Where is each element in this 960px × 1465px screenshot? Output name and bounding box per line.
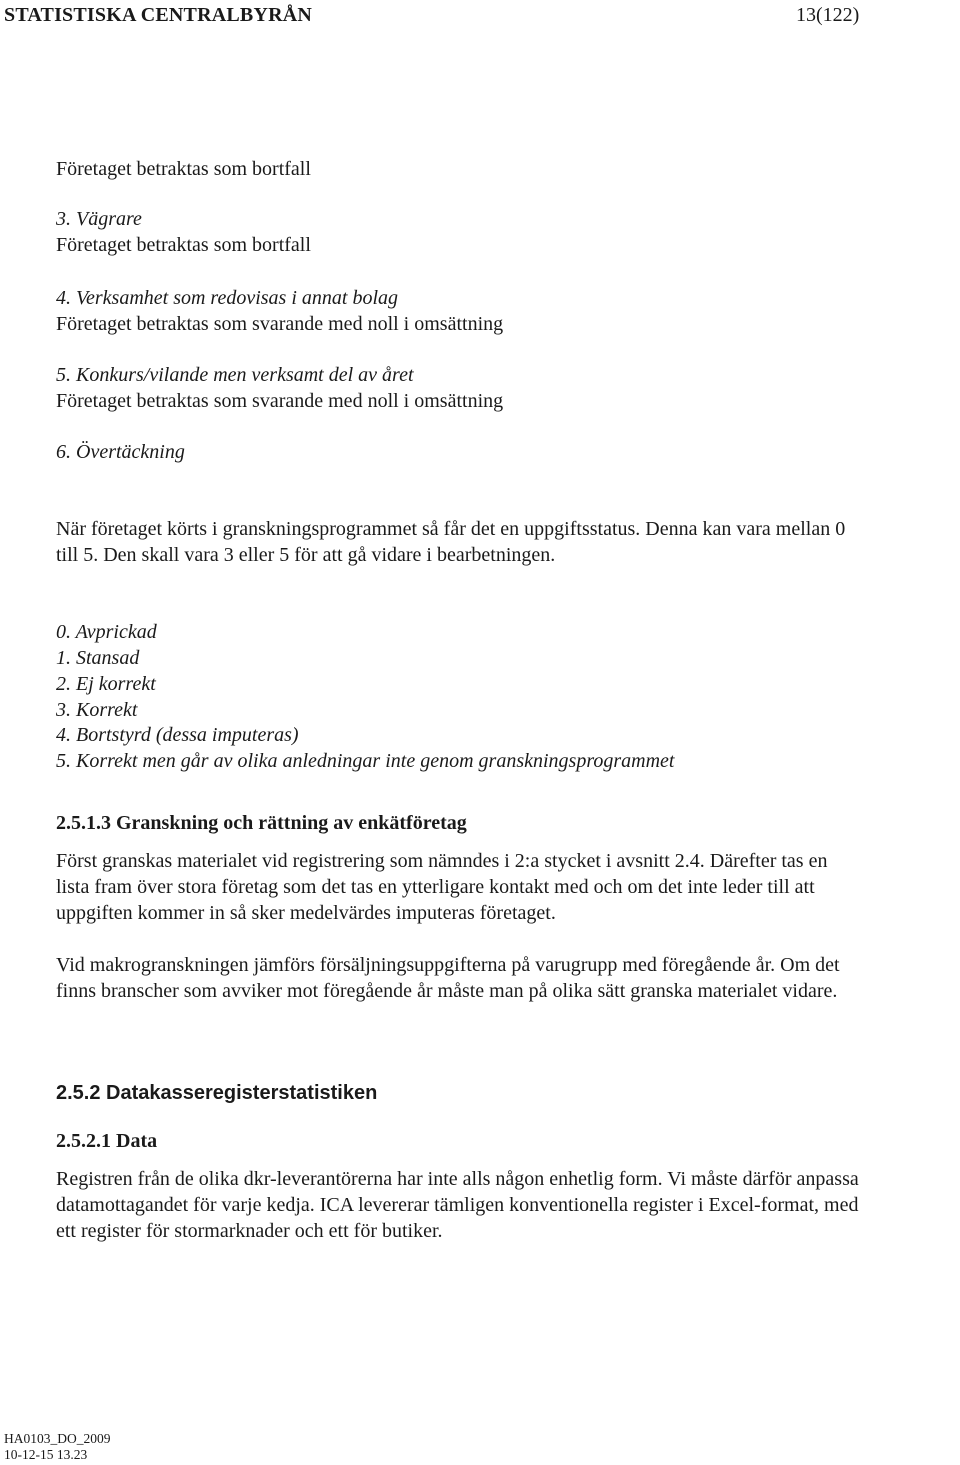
section-2-5-1-3-p1-line-1: Först granskas materialet vid registrering som nämndes i 2:a stycket i avsnitt 2.4. Därefter tas en [56,850,828,872]
status-list-item: 3. Korrekt [56,699,138,721]
header-page-number: 13(122) [796,4,860,26]
footer-document-id: HA0103_DO_2009 [4,1431,111,1446]
status-list-item: 2. Ej korrekt [56,673,156,695]
status-paragraph-line-1: När företaget körts i granskningsprogrammet så får det en uppgiftsstatus. Denna kan vara mellan 0 [56,518,846,540]
section-2-5-2-1-line-2: datamottagandet för varje kedja. ICA levererar tämligen konventionella register i Excel-format, med [56,1194,859,1216]
status-list-item: 5. Korrekt men går av olika anledningar inte genom granskningsprogrammet [56,750,675,772]
header-organization: STATISTISKA CENTRALBYRÅN [4,4,313,26]
status-list-item: 4. Bortstyrd (dessa imputeras) [56,724,299,746]
item-3-text: Företaget betraktas som bortfall [56,234,311,256]
status-list-item: 0. Avprickad [56,621,157,643]
section-2-5-1-3-p1-line-3: uppgiften kommer in så sker medelvärdes imputeras företaget. [56,902,556,924]
section-heading-2-5-2-1: 2.5.2.1 Data [56,1130,158,1152]
status-paragraph-line-2: till 5. Den skall vara 3 eller 5 för att gå vidare i bearbetningen. [56,544,556,566]
section-2-5-1-3-p2-line-2: finns branscher som avviker mot föregående år måste man på olika sätt granska materialet vidare. [56,980,838,1002]
footer-timestamp: 10-12-15 13.23 [4,1447,88,1462]
item-5-text: Företaget betraktas som svarande med noll i omsättning [56,390,504,412]
section-2-5-2-1-line-1: Registren från de olika dkr-leverantörerna har inte alls någon enhetlig form. Vi måste därför anpassa [56,1168,859,1190]
section-2-5-1-3-p2-line-1: Vid makrogranskningen jämförs försäljningsuppgifterna på varugrupp med föregående år. Om det [56,954,840,976]
section-2-5-1-3-p1-line-2: lista fram över stora företag som det tas en ytterligare kontakt med och om det inte leder till att [56,876,815,898]
bortfall-line: Företaget betraktas som bortfall [56,158,311,180]
status-list-item: 1. Stansad [56,647,140,669]
section-heading-2-5-2: 2.5.2 Datakasseregisterstatistiken [56,1082,378,1104]
section-heading-2-5-1-3: 2.5.1.3 Granskning och rättning av enkätföretag [56,812,467,834]
item-4-heading: 4. Verksamhet som redovisas i annat bolag [56,287,399,309]
item-3-heading: 3. Vägrare [56,208,142,230]
item-6-heading: 6. Övertäckning [56,441,185,463]
section-2-5-2-1-line-3: ett register för stormarknader och ett för butiker. [56,1220,443,1242]
item-5-heading: 5. Konkurs/vilande men verksamt del av året [56,364,414,386]
item-4-text: Företaget betraktas som svarande med noll i omsättning [56,313,504,335]
